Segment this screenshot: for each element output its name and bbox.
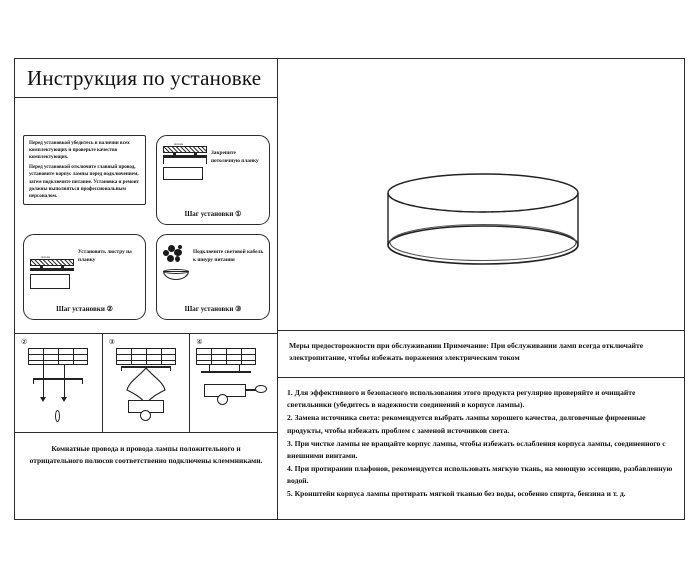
drum-lamp-illustration — [382, 171, 584, 283]
intro-box — [23, 135, 146, 205]
step-3-box — [156, 234, 270, 320]
panel-number-2: ② — [21, 338, 28, 346]
panel-4-art — [190, 348, 277, 426]
page-title: Инструкция по установке — [27, 65, 262, 90]
mount-lamp-icon — [30, 245, 74, 289]
maintenance-item: 4. При протирании плафонов, рекомендуется использовать мягкую ткань, на моющую эссенцию, разбавленную водой. — [287, 463, 673, 486]
step-3-caption: Шаг установки ③ — [184, 305, 242, 313]
step-3-instruction: Подключите световой кабель к шнуру питания — [193, 249, 264, 263]
maintenance-item: 5. Кронштейн корпуса лампы протирать мягкой тканью без воды, особенно спирта, бензина и т. д. — [287, 489, 626, 498]
wiring-panel-2 — [15, 334, 103, 432]
step-1-caption: Шаг установки ① — [184, 210, 242, 218]
panel-number-4: ④ — [196, 338, 203, 346]
maintenance-list — [287, 387, 673, 500]
panel-3-art — [103, 348, 190, 426]
step-1-box — [156, 135, 270, 225]
panels-row — [15, 334, 277, 432]
step-2-instruction: Установить люстру на планку — [78, 249, 132, 263]
panel-number-3: ③ — [108, 338, 115, 346]
power-connector-icon — [163, 245, 189, 280]
right-column — [278, 59, 684, 519]
step-1-body — [163, 142, 265, 180]
lamp-illustration-area — [278, 59, 684, 331]
intro-paragraph-2: Перед установкой отключите главный провод, установите корпус лампы перед подключением, затем подключите питание. Установка и ремонт должны выполняться профессиональным персоналом. — [29, 164, 140, 200]
panels-caption: Комнатные провода и провода лампы положительного и отрицательного полюсов соответственно подключены клеммниками. — [15, 432, 277, 519]
step-1-instruction: Закрепите потолочную планку — [211, 150, 259, 164]
ceiling-tag-label: потолок — [174, 142, 183, 146]
ceiling-plate-icon — [163, 142, 207, 180]
maintenance-item: 3. При чистке лампы не вращайте корпус лампы, чтобы избежать ослабления корпуса лампы, соединенного с внешними винтами. — [287, 438, 666, 460]
panels-band — [15, 334, 277, 519]
maintenance-item: 2. Замена источника света: рекомендуется выбрать лампы хорошего качества, долговечные фирменные продукты, чтобы избежать проблем с заменой источников света. — [287, 413, 646, 435]
instruction-sheet — [14, 58, 685, 520]
step-2-box — [23, 234, 146, 320]
intro-paragraph-1: Перед установкой убедитесь в наличии всех комплектующих и проверьте качество комплектующих. — [29, 140, 130, 161]
steps-band — [15, 98, 277, 334]
step-3-body — [163, 245, 265, 280]
maintenance-item: 1. Для эффективного и безопасного использования этого продукта регулярно проверяйте и очищайте светильники (убедитесь в надежности соединений в корпусе лампы). — [287, 388, 636, 410]
wiring-panel-4 — [190, 334, 277, 432]
panel-2-art — [15, 348, 102, 426]
step-2-body — [30, 245, 141, 289]
intro-text — [24, 136, 145, 207]
maintenance-note: Меры предосторожности при обслуживании Примечание: При обслуживании ламп всегда отключайте электропитание, чтобы избежать поражения электрическим током — [278, 331, 684, 378]
step-2-caption: Шаг установки ② — [56, 305, 113, 313]
title-band — [15, 59, 277, 98]
wiring-panel-3 — [103, 334, 191, 432]
maintenance-list-area — [278, 378, 684, 519]
ceiling-tag-label-2: потолок — [41, 255, 50, 259]
left-column — [15, 59, 278, 519]
